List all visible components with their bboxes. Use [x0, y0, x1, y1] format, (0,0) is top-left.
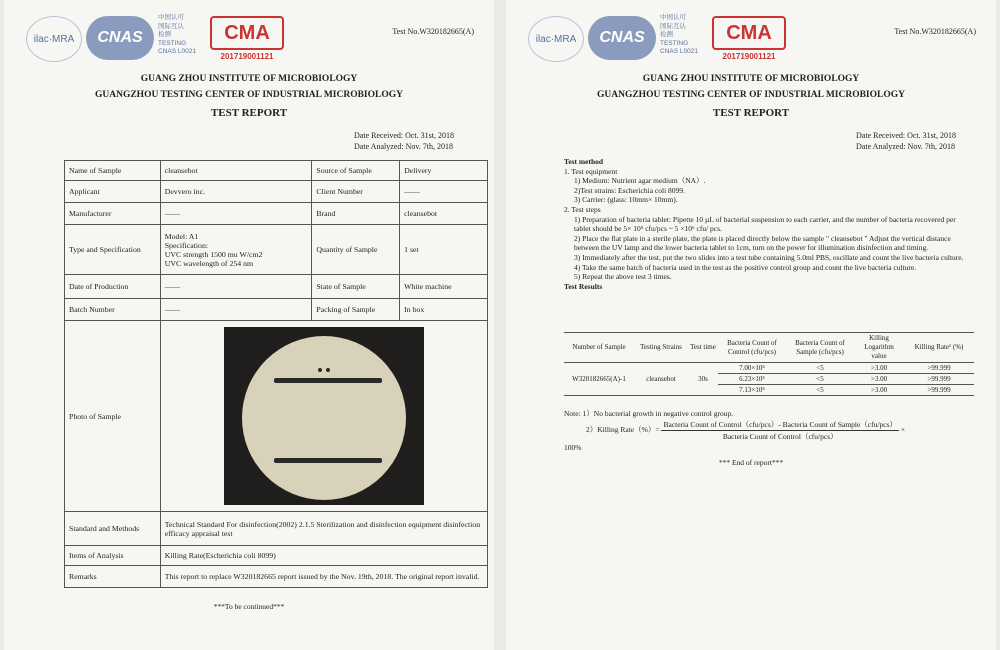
cell-control-count: 7.13×10⁵	[718, 385, 786, 396]
continued-note: ***To be continued***	[213, 602, 285, 611]
cell-control-count: 7.00×10⁵	[718, 363, 786, 374]
test-results-table	[564, 332, 974, 396]
report-page-2	[506, 0, 996, 650]
value-name-of-sample: cleansebot	[160, 161, 312, 181]
label-batch: Batch Number	[65, 299, 161, 321]
report-page-1	[4, 0, 494, 650]
method-line: 1. Test equipment	[564, 166, 618, 176]
date-analyzed: Date Analyzed: Nov. 7th, 2018	[354, 142, 454, 151]
value-type-spec: Model: A1 Specification: UVC strength 1500 mu W/cm2 UVC wavelength of 254 nm	[160, 225, 312, 275]
method-line: 5) Repeat the above test 3 times.	[574, 272, 672, 282]
header-testing-strains: Testing Strains	[634, 333, 688, 363]
test-number: Test No.W320182665(A)	[392, 27, 474, 36]
value-standard: Technical Standard For disinfection(2002) 2.1.5 Sterilization and disinfection equipment disinfection efficacy appraisal test	[160, 512, 487, 546]
value-date-of-production: ——	[160, 275, 312, 299]
sample-photo-cell	[160, 321, 487, 512]
cma-logo: CMA 201719001121	[208, 16, 286, 60]
killing-rate-prefix: 2）Killing Rate（%）=	[586, 425, 660, 435]
value-quantity: 1 set	[400, 225, 488, 275]
value-brand: cleansebot	[400, 203, 488, 225]
label-name-of-sample: Name of Sample	[65, 161, 161, 181]
note-1: Note: 1）No bacterial growth in negative control group.	[564, 409, 734, 418]
label-applicant: Applicant	[65, 181, 161, 203]
report-dates	[354, 130, 454, 152]
cell-sample-number: W320182665(A)-1	[564, 363, 634, 396]
cma-logo: CMA 201719001121	[710, 16, 788, 60]
center-title: GUANGZHOU TESTING CENTER OF INDUSTRIAL MICROBIOLOGY	[94, 90, 403, 100]
cnas-logo: CNAS	[588, 16, 656, 60]
test-method-section	[564, 157, 964, 291]
formula-denominator: Bacteria Count of Control（cfu/pcs）	[722, 432, 838, 441]
institute-title: GUANG ZHOU INSTITUTE OF MICROBIOLOGY	[642, 74, 860, 84]
label-manufacturer: Manufacturer	[65, 203, 161, 225]
value-client-number: ——	[400, 181, 488, 203]
method-line: 1) Medium: Nutrient agar medium（NA）.	[574, 176, 706, 186]
label-source-of-sample: Source of Sample	[312, 161, 400, 181]
plate-dot	[326, 368, 330, 372]
label-photo: Photo of Sample	[65, 321, 161, 512]
center-title: GUANGZHOU TESTING CENTER OF INDUSTRIAL MICROBIOLOGY	[596, 90, 905, 100]
label-brand: Brand	[312, 203, 400, 225]
header-killing-rate: Killing Rate¹ (%)	[904, 333, 974, 363]
cell-sample-count: <5	[786, 385, 854, 396]
method-line: 2. Test steps	[564, 204, 601, 214]
method-line: 1) Preparation of bacteria tablet: Pipette 10 µL of bacterial suspension to each carrier, and the number of bacteria recovered per tablet should be 5× 10⁵ cfu/pcs ~ 5 ×10⁶ cfu/ pcs.	[574, 214, 956, 234]
label-type-spec: Type and Specification	[65, 225, 161, 275]
report-title: TEST REPORT	[712, 107, 790, 119]
cell-strain: cleansebot	[634, 363, 688, 396]
method-line: 3) Carrier: (glass: 10mm× 10mm).	[574, 195, 678, 205]
cell-killing-rate: >99.999	[904, 385, 974, 396]
value-remarks: This report to replace W320182665 report issued by the Nov. 19th, 2018. The original report invalid.	[160, 566, 487, 588]
institute-title: GUANG ZHOU INSTITUTE OF MICROBIOLOGY	[140, 74, 358, 84]
sample-plate-image	[242, 336, 406, 500]
header-sample-count: Bacteria Count of Sample (cfu/pcs)	[786, 333, 854, 363]
value-manufacturer: ——	[160, 203, 312, 225]
cma-number: 201719001121	[722, 52, 776, 61]
killing-rate-formula	[661, 419, 899, 442]
label-remarks: Remarks	[65, 566, 161, 588]
label-quantity: Quantity of Sample	[312, 225, 400, 275]
date-analyzed: Date Analyzed: Nov. 7th, 2018	[856, 142, 956, 151]
value-source-of-sample: Delivery	[400, 161, 488, 181]
note-2	[564, 419, 974, 442]
method-line: 2) Place the flat plate in a sterile plate, the plate is placed directly below the sample " cleansebot " Adjust the vertical distance between the UV lamp and the lower bacteria tablet to 1cm, turn on the power for illumination disinfection and timing.	[574, 233, 951, 253]
cell-time: 30s	[688, 363, 718, 396]
cnas-caption: 中国认可 国际互认 检测 TESTING CNAS L0021	[158, 14, 196, 55]
cnas-logo: CNAS	[86, 16, 154, 60]
method-line: 4) Take the same batch of bacteria used in the test as the positive control group and count the live bacteria culture.	[574, 262, 917, 272]
value-applicant: Devvero inc.	[160, 181, 312, 203]
report-dates	[856, 130, 956, 152]
cell-sample-count: <5	[786, 363, 854, 374]
end-of-report: *** End of report***	[718, 458, 784, 467]
ilac-mra-logo: ilac·MRA	[528, 16, 584, 62]
value-packing: In box	[400, 299, 488, 321]
cell-killing-log: >3.00	[854, 363, 904, 374]
label-date-of-production: Date of Production	[65, 275, 161, 299]
cma-number: 201719001121	[220, 52, 274, 61]
accreditation-logos	[26, 12, 286, 60]
value-batch: ——	[160, 299, 312, 321]
uv-lamp-slot	[274, 458, 382, 463]
cell-killing-rate: >99.999	[904, 374, 974, 385]
test-method-heading: Test method	[564, 157, 604, 166]
sample-info-table	[64, 160, 488, 588]
cnas-caption: 中国认可 国际互认 检测 TESTING CNAS L0021	[660, 14, 698, 55]
test-number: Test No.W320182665(A)	[894, 27, 976, 36]
label-state: State of Sample	[312, 275, 400, 299]
accreditation-logos	[528, 12, 788, 60]
sample-photo	[224, 327, 424, 505]
label-packing: Packing of Sample	[312, 299, 400, 321]
date-received: Date Received: Oct. 31st, 2018	[856, 131, 956, 140]
cell-killing-rate: >99.999	[904, 363, 974, 374]
cell-control-count: 6.23×10⁵	[718, 374, 786, 385]
cell-killing-log: >3.00	[854, 374, 904, 385]
value-state: White machine	[400, 275, 488, 299]
label-standard: Standard and Methods	[65, 512, 161, 546]
value-items: Killing Rate(Escherichia coli 8099)	[160, 546, 487, 566]
date-received: Date Received: Oct. 31st, 2018	[354, 131, 454, 140]
test-results-heading: Test Results	[564, 281, 603, 291]
header-killing-log: Killing Logarithm value	[854, 333, 904, 363]
uv-lamp-slot	[274, 378, 382, 383]
plate-dot	[318, 368, 322, 372]
formula-percent: 100%	[564, 443, 582, 452]
notes-section	[564, 408, 974, 453]
header-test-time: Test time	[688, 333, 718, 363]
cell-sample-count: <5	[786, 374, 854, 385]
header-control-count: Bacteria Count of Control (cfu/pcs)	[718, 333, 786, 363]
method-line: 2)Test strains: Escherichia coli 8099.	[574, 185, 685, 195]
formula-times: ×	[900, 425, 906, 435]
cell-killing-log: >3.00	[854, 385, 904, 396]
formula-numerator: Bacteria Count of Control（cfu/pcs）- Bacteria Count of Sample（cfu/pcs）	[663, 420, 897, 429]
header-number-of-sample: Number of Sample	[564, 333, 634, 363]
method-line: 3) Immediately after the test, put the two slides into a test tube containing 5.0ml PBS, oscillate and count the live bacteria culture.	[574, 252, 964, 262]
label-client-number: Client Number	[312, 181, 400, 203]
label-items: Items of Analysis	[65, 546, 161, 566]
report-title: TEST REPORT	[210, 107, 288, 119]
ilac-mra-logo: ilac·MRA	[26, 16, 82, 62]
